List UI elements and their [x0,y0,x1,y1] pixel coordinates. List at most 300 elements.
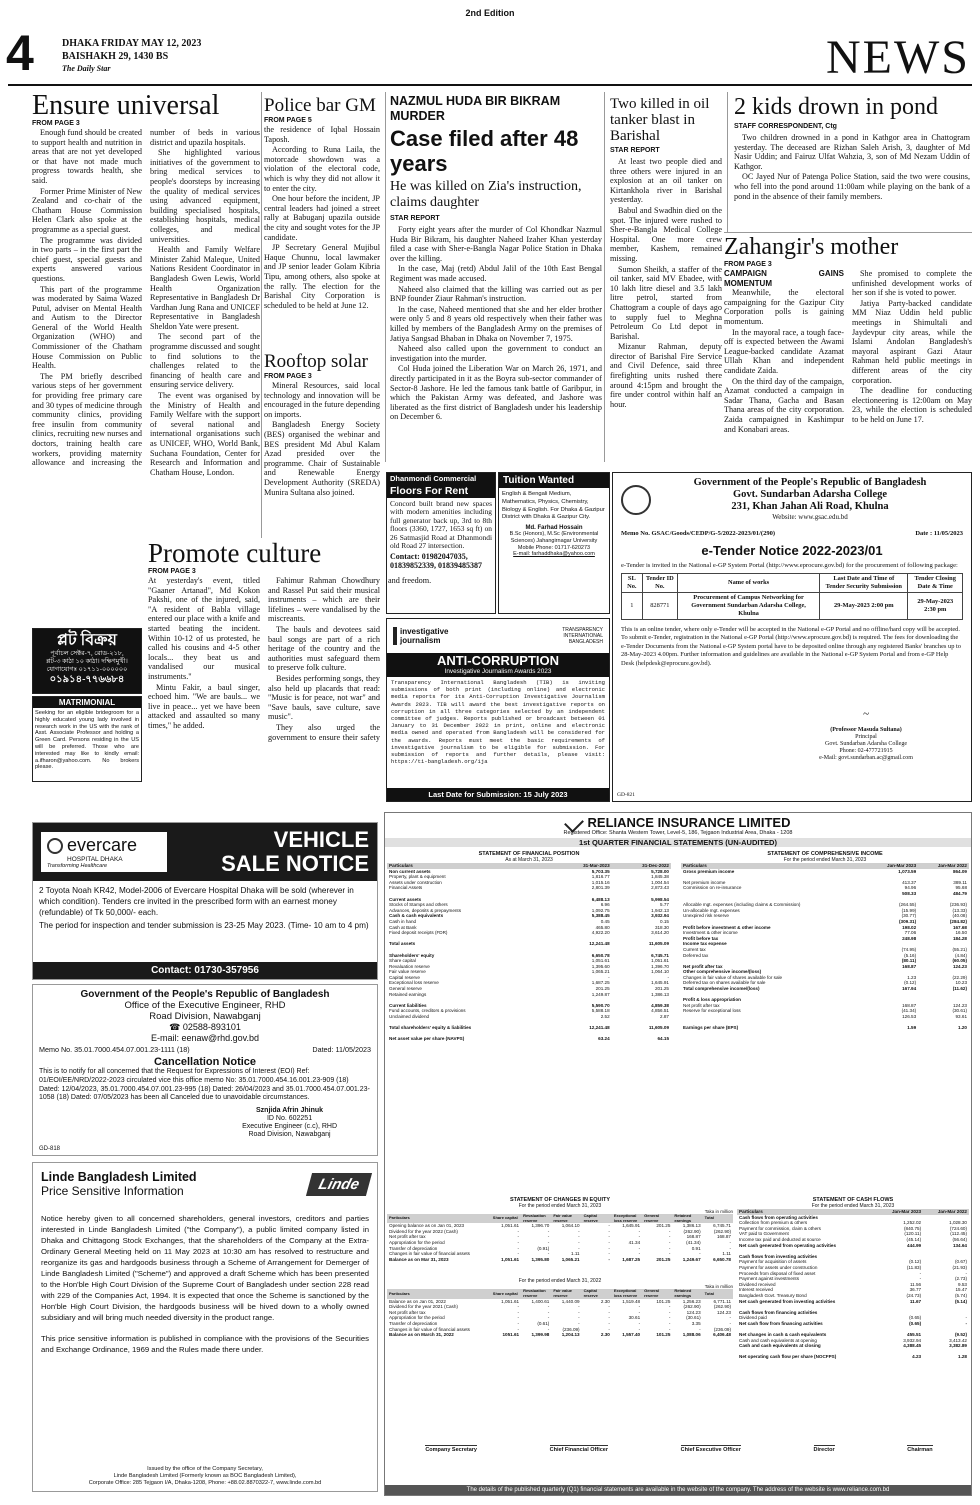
ti-deadline: Last Date for Submission: 15 July 2023 [387,788,609,801]
soce-cell: Changes in fair value of financial assets [389,1251,470,1257]
gsac-th: Name of works [678,574,820,593]
promote-para: Besides performing songs, they also held up placards that read: "Music is for peace, not war" and "Save bauls, save culture, save music". [268,673,380,722]
evercare-logo-icon [47,838,63,854]
tuition-text: English & Bengali Medium, Mathematics, Physics, Chemistry, Biology & English. For Dhaka & Gazipur District with Dhaka & Gazipur City. [502,491,605,521]
scf-row-cell: Net operating cash flow per share (NOCFPS) [739,1354,837,1360]
rhd-signer-line: Road Division, Nawabganj [248,1131,331,1138]
reliance-company: RELIANCE INSURANCE LIMITED [587,815,791,830]
soce-cell: - [638,1228,641,1234]
sci-row-cell: (80.11) [901,958,917,964]
soce-cell: - [517,1251,520,1257]
scf-row-cell: Net changes in cash & cash equivalents [739,1332,827,1338]
scf-row-cell: 3,932.94 [903,1337,922,1343]
floors-contact-label: Contact: [390,552,420,562]
soce-cell: - [517,1239,520,1245]
scf-row-cell: (0.65) [909,1320,922,1326]
soce-cell: - [517,1326,520,1332]
sfp-col: 31-Mar-2023 [553,863,612,869]
soce-cell: 201.25 [656,1223,671,1229]
soce-cell: - [578,1239,580,1245]
scf-row-cell: 444.99 [907,1242,922,1248]
soce-cell: - [729,1315,731,1321]
sci-row-cell: (13.33) [952,907,967,913]
sci-row-cell: (0.12) [904,980,917,986]
scf-row-cell: Payment for commission, claim & others [739,1225,821,1231]
soce-cell: 2.30 [600,1332,610,1338]
soce-cell: 6,745.71 [713,1223,731,1229]
floors-ad [386,472,496,614]
section-title: NEWS [826,31,970,84]
sci-row-cell: 248.98 [902,935,917,941]
linde-footer: Issued by the office of the Company Secretary, [147,1466,263,1472]
scf-row-cell: 455.51 [907,1332,922,1338]
ti-title: ANTI-CORRUPTION [436,653,560,668]
tanker-para: Babul and Swadhin died on the spot. The injured were rushed to Sher-e-Bangla Medical College Hospital. One more crew member, Kashem, remained missing. [610,205,722,263]
gsac-signer-line: Phone: 02-477721915 [839,748,893,754]
ti-ad [386,618,610,802]
sci-row-cell: (55.21) [952,946,967,952]
sfp-row-cell: 0.45 [600,918,610,924]
sfp-row-cell: 1,845.38 [651,874,669,880]
soce-cell: 41.34 [628,1239,641,1245]
sfp-row-cell: Unclaimed dividend [389,1014,430,1020]
scf-table: Particulars Jan-Mar 2023 Jan-Mar 2022 Cash flows from operating activities Collection from premium & others 1,252.02 1,028.30 Payment for commission, claim & others (840.75) (724.60) VAT paid to Government (120.11) (112.45) Income tax paid and deducted at source (45.14) (56.64) Net cash generated from operating activities 444.99 134.64 Cash flows from investing activities Payment for acquisition of assets (0.12) (0.67) Payment for assets under construction (11.83) (21.93) Proceeds from disposal of fixed asset - - Payment against investments - (2.73) Dividend received 11.56 9.53 Interest received 36.77 15.47 Bangladesh Govt. Treasury Bond (24.73) (5.74) Net cash generated from investing activities 11.67 (5.14) Cash flows from financing activities Dividend paid (0.65) - Net cash flow from financing activities (0.65) - Net changes in cash & cash equivalents 455.51 (9.52) Cash and cash equivalents at opening 3,932.94 3,413.42 Cash and cash equivalents at closing 4,388.45 3,382.89 Net operating cash flow per share (NOCFPS) 4.23 1.28 [739,1209,967,1360]
sci-row-cell: Other comprehensive income/(loss) [683,969,762,975]
scf-row-cell: (5.74) [954,1292,967,1298]
soce-cell: - [729,1320,731,1326]
tanker-story [610,96,722,465]
sci-row-cell: 484.79 [952,890,967,896]
sfp-row-cell: Advances, deposits & prepayments [389,907,462,913]
soce-cell: 2.30 [600,1298,610,1304]
gsac-notes: This is an online tender, where only e-Tender will be accepted in the National e-GP Portal and no offline/hard copy will be accepted. To submit e-Tender, registration in the National e-GP Portal (http://www.eprocure.gov.bd) is required. The fees for downloading the e-Tender Documents from the National e-GP System portal have to be deposited online through any registered Banks' branches up to 28-May-2023 4.00pm. Further information and guidelines are available in the National e-GP System Portal and from e-GP Help Desk (helpdesk@eprocure.gov.bd). [621,626,961,667]
soce-header: Particulars [387,1214,491,1223]
scf-row-cell: (112.45) [950,1231,967,1237]
scf-row-cell: Cash flows from investing activities [739,1253,818,1259]
soce-cell: 1,557.40 [622,1332,641,1338]
date-line: DHAKA FRIDAY MAY 12, 2023 [62,38,202,49]
soce-cell: - [668,1326,671,1332]
tanker-para: Mizanur Rahman, deputy director of Barishal Fire Service and Civil Defence, said three firefighting units rushed there around 4:15pm and brought the fire under control within half an hour. [610,342,722,409]
soce-header: Particulars [387,1289,491,1298]
soce-cell: 1,395.80 [531,1256,550,1262]
pond-para: OC Jayed Nur of Patenga Police Station, said the two were cousins, who fell into the pond around 11:00am while playing on the bank of a pond in the absence of their family members. [734,172,970,201]
soce-sub2: For the period ended March 31, 2022 [518,1278,602,1285]
nazmul-headline: Case filed after 48 years [390,126,579,176]
sfp-row-cell: 4,922.20 [591,930,610,936]
linde-body2: This price sensitive information is published in compliance with the provisions of the Securities and Exchange Ordinance, 1969 and the Rules made there under. [41,1334,369,1354]
sfp-row-cell: Shareholders' equity [389,952,435,958]
nazmul-kicker: NAZMUL HUDA BIR BIKRAM MURDER [390,94,561,123]
soce-cell: 1,687.25 [622,1256,641,1262]
sci-row-cell: 168.87 [902,963,917,969]
sfp-row-cell: - [667,974,669,980]
sfp-row-cell: Cash in hand [389,918,417,924]
sci-row-cell: Deferred tax [683,952,709,958]
soce-cell: Appropriation for the period [389,1315,445,1321]
promote-para: Mintu Fakir, a baul singer, echoed him. "We are bauls... we live in peace... yet we have been attacked and assaulted so many times," he added. [148,682,260,730]
scf-row-cell: Dividend paid [739,1315,767,1321]
soce-cell: - [517,1228,520,1234]
matrimonial-ad [32,696,142,782]
scf-row-cell: (0.65) [909,1315,922,1321]
sci-row-cell: Earnings per share (EPS) [683,1025,739,1031]
plot-line: প্লট-৩ কাঠা ১০ কাঠা। দক্ষিণমুখী। [46,658,128,665]
sci-row-cell: Commission on re-insurance [683,885,742,891]
rhd-gov: Government of the People's Republic of Bangladesh [80,989,330,1000]
sfp-row-cell: 63.24 [598,1036,610,1042]
nazmul-deck: He was killed on Zia's instruction, claims daughter [390,179,582,210]
scf-row-cell: Income tax paid and deducted at source [739,1236,821,1242]
nazmul-para: Naheed also claimed that the killing was carried out as per BNP founder Ziaur Rahman's instruction. [390,284,602,304]
evercare-title1: VEHICLE [273,827,369,852]
linde-ad [32,1162,378,1492]
pond-story [734,94,970,202]
sci-row-cell: Allocable mgt. expenses (including claims & Commission) [683,902,801,908]
promote-headline: Promote culture [148,538,322,568]
sfp-row-cell: 3,614.20 [651,930,669,936]
soce-cell: - [578,1304,580,1310]
soce-cell: Dividend for the year 2022 (Cash) [389,1228,458,1234]
sfp-row-cell: 318.30 [654,924,669,930]
edition-label: 2nd Edition [465,8,515,18]
sfp-row-cell: 1,395.60 [591,963,610,969]
rooftop-para: Mineral Resources, said local technology and innovation will be encouraged in the future depending on imports. [264,381,380,419]
sci-row-cell: (309.31) [899,918,917,924]
soce-cell: - [517,1315,520,1321]
soce-cell: - [517,1320,520,1326]
sci-row-cell: 93.61 [955,1014,967,1020]
sfp-row-cell: Exceptional loss reserve [389,980,439,986]
sfp-row-cell: 11,605.09 [648,941,669,947]
sci-row-cell: (264.55) [899,902,917,908]
scf-col: Jan-Mar 2023 [877,1209,923,1215]
scf-row-cell: (24.73) [906,1292,922,1298]
scf-row-cell: Cash flows from financing activities [739,1309,818,1315]
soce-header: Capital reserve [582,1214,612,1223]
scf-row-cell: (21.93) [952,1264,967,1270]
scf-row-cell: 11.67 [909,1298,922,1304]
soce-cell: - [608,1315,610,1321]
soce-cell: 1,386.13 [682,1223,701,1229]
sci-row-cell: 16.50 [955,930,967,936]
sfp-row-cell: 12,241.48 [589,1025,610,1031]
pond-headline: 2 kids drown in pond [734,94,938,120]
zahangir-para: On the third day of the campaign, Azamat conducted a campaign in Sadar Thana, Gacha and Basan Thana areas of the city corporation. Zaida campaigned in Kashimpur and Konabari areas. [724,376,844,434]
gsac-web: Website: www.gsac.edu.bd [772,513,848,521]
scf-row-cell: Proceeds from disposal of fixed asset [739,1270,816,1276]
plot-title: প্লট বিক্রয় [57,632,117,649]
sci-row-cell: 77.06 [904,930,917,936]
soce-header: Capital reserve [582,1289,612,1298]
soce-cell: 1,519.48 [622,1298,641,1304]
gsac-memo: Memo No. GSAC/Goods/CEDP/G-5/2022-2023/01/(290) [621,530,776,537]
sci-row-cell: 413.37 [902,879,917,885]
soce-header: Share capital [491,1214,521,1223]
scf-row-cell: 1,252.02 [903,1220,922,1226]
tanker-byline: STAR REPORT [610,147,660,154]
scf-row-cell: - [919,1270,922,1276]
soce-header: Revaluation reserve [521,1214,551,1223]
sci-row-cell: (11.62) [952,986,967,992]
sci-row-cell: (5.16) [904,952,917,958]
gov-emblem-icon [621,485,651,515]
soce-cell: (41.34) [686,1239,701,1245]
scf-row-cell: Net cash flow from financing activities [739,1320,823,1326]
sci-row-cell: 198.02 [902,924,917,930]
soce-cell: - [608,1245,610,1251]
soce-cell: Balance as on Mar 31, 2023 [389,1256,449,1262]
soce-cell: (236.09) [713,1326,731,1332]
soce-cell: - [668,1228,671,1234]
scf-row-cell: (11.83) [906,1264,922,1270]
sfp-row-cell: Non current assets [389,868,431,874]
sfp-row-cell: 5,728.00 [651,868,669,874]
scf-row-cell: Payment for assets under construction [739,1264,818,1270]
soce-cell: 1,088.06 [682,1332,701,1338]
promote-para: At yesterday's event, titled "Gaaner Artanad", Md Kokon Pakshi, one of the injured, said, "A resident of Babla village entered our place with a knife and started beating the incident. Within 10-12 of us protested, he called his cousins and 4-5 other locals... they beat us and vandalised our musical instruments." [148,576,260,681]
soce-cell: - [729,1245,731,1251]
soce-cell: - [608,1228,610,1234]
scf-row-cell: (9.52) [954,1332,967,1338]
scf-row-cell: (724.60) [949,1225,967,1231]
evercare-ad [32,822,378,980]
scf-row-cell: Payment for acquisition of assets [739,1259,807,1265]
soce-cell: 6,406.48 [713,1332,731,1338]
sfp-row-cell: 201.25 [654,986,669,992]
scf-row-cell: 134.64 [952,1242,967,1248]
soce-cell: - [578,1234,580,1240]
soce-cell: 168.87 [716,1234,731,1240]
sci-row-cell: (60.05) [952,958,967,964]
soce-cell: - [638,1309,641,1315]
soce-cell: (236.09) [562,1326,580,1332]
sfp-row-cell: Current liabilities [389,1002,427,1008]
sfp-row-cell: 11,605.09 [648,1025,669,1031]
scf-row-cell: Dividend received [739,1281,776,1287]
gsac-signer-line: Principal [855,734,877,740]
sfp-row-cell: 1,092.75 [591,907,610,913]
gsac-td: 29-May-2023 2:30 pm [908,593,963,620]
sfp-row-cell: 5,588.18 [591,1008,610,1014]
promote-para: The bauls and devotees said baul songs are part of a rich heritage of the country and the authorities must safeguard them to preserve folk culture. [268,624,380,673]
sfp-row-cell: 64.15 [657,1036,669,1042]
scf-row-cell: Bangladesh Govt. Treasury Bond [739,1292,807,1298]
linde-footer: Corporate Office: 285 Tejgaon I/A, Dhaka-1208, Phone: +88.02.8870322-7, www.linde.com.bd [88,1480,322,1486]
soce-cell: (262.90) [683,1304,701,1310]
scf-row-cell: (45.14) [906,1236,922,1242]
sfp-row-cell: 0.15 [660,918,669,924]
sfp-row-cell: Property, plant & equipment [389,874,446,880]
soce-cell: - [547,1239,550,1245]
signature-icon: ~ [863,708,869,720]
ensure-para: She highlighted various initiatives of the government to bring medical services to people's doorsteps by increasing the quality of medical services using advanced equipment, building specialised hospitals, establishing hospitals, medical colleges, and medical universities. [150,148,260,244]
sci-row-cell: (236.93) [949,902,967,908]
tuition-title: Tuition Wanted [499,473,609,488]
soce-cell: Opening balance as on Jan 01, 2023 [389,1223,465,1229]
soce-cell: - [699,1251,701,1257]
soce-cell: - [608,1320,610,1326]
soce-sub1: For the period ended March 31, 2023 [518,1203,602,1209]
sci-row-cell: Net profit after tax [683,1002,720,1008]
sfp-row-cell: 1,396.70 [651,963,669,969]
soce-cell: 1,400.61 [531,1298,550,1304]
gsac-th: SL No. [622,574,643,593]
sci-row-cell: 124.23 [952,1002,967,1008]
scf-row-cell: 3,413.42 [949,1337,967,1343]
soce-cell: 30.61 [628,1315,641,1321]
soce-cell: 1,249.67 [682,1256,701,1262]
sci-row-cell: 168.87 [902,1002,917,1008]
soce-cell: 1,051.61 [501,1256,520,1262]
tuition-mobile: Mobile Phone: 01717-620273 [517,545,591,552]
scf-row-cell: (0.12) [909,1259,922,1265]
soce-cell: - [729,1239,731,1245]
sfp-row-cell: 6,745.71 [651,952,669,958]
ensure-para: The second part of the programme discussed and sought to find solutions to the challenges related to the financing of health care and ensuring service delivery. [150,332,260,390]
sci-row-cell: Net premium income [683,879,726,885]
zahangir-para: In the mayoral race, a tough face-off is expected between the Awami League-backed candidate Azamat Ullah Khan and independent candidate Zaida. [724,327,844,375]
sci-row-cell: Current tax [683,946,706,952]
soce-header: Total [703,1214,733,1223]
gsac-td: 828771 [642,593,677,620]
sci-col: Jan-Mar 2023 [867,863,918,869]
evercare-body: 2 Toyota Noah KR42, Model-2006 of Evercare Hospital Dhaka will be sold (wherever in which condition). Tenders cre invited in the prescribed form with an earnest money (refundable) of Tk 50,000/- each. [39,886,354,917]
floors-text: Concord built brand new spaces with modern amenities including full generator back up, 3rd to 8th floors (3360, 1727, 1653 sq ft) on 26 Satmasjid Road at Dhanmondi old Road 27 intersection. [390,499,492,551]
sci-row-cell: Profit before investment & other income [683,924,771,930]
soce-cell: 1,064.10 [561,1223,580,1229]
sfp-row-cell: 3,932.94 [651,913,669,919]
gsac-gd: GD-821 [617,792,636,798]
soce-cell: (262.90) [713,1304,731,1310]
soce-unit: Taka in million [704,1284,733,1290]
soce-cell: 6,650.78 [713,1256,731,1262]
scf-row-cell: VAT paid to Government [739,1231,789,1237]
sfp-row-cell: Fixed deposit receipts (FDR) [389,930,448,936]
rhd-ad [32,984,378,1156]
soce-header: General reserve [642,1214,672,1223]
soce-cell: 1,645.91 [622,1223,641,1229]
sci-col: Jan-Mar 2022 [918,863,969,869]
sci-row-cell: Changes in fair value of shares available for sale [683,974,783,980]
gsac-tender-ad [612,472,972,802]
evercare-tagline: Transforming Healthcare [47,863,108,869]
soce-cell: - [638,1251,641,1257]
soce-header: Revaluation reserve [521,1289,551,1298]
scf-row-cell: (5.14) [954,1298,967,1304]
tuition-email: E-mail: farhaddhaka@yahoo.com [513,551,595,558]
sfp-row-cell: 1,645.91 [651,980,669,986]
gsac-td: 29-May-2023 2:00 pm [820,593,908,620]
sfp-row-cell: Current assets [389,896,422,902]
ensure-para: Former Prime Minister of New Zealand and co-chair of the Chatham House Commission Helen Clark also spoke at the programme as a special guest. [32,186,142,234]
sfp-row-cell: Financial Assets [389,885,423,891]
soce-cell: 1,051.61 [501,1223,520,1229]
gsac-signer-line: e-Mail: govt.sundarban.ac@gmail.com [819,755,913,761]
sci-row-cell: Gross premium income [683,868,735,874]
ti-text: Transparency International Bangladesh (TIB) is inviting submissions of both print (including online) and electronic media reports for its Anti-Corruption Investigative Journalism Awards 2023. TIB will award the best investigative reports on corruption in all three categories selected by an independent committee of judges. Reports published or broadcast between 01 January to 31 December 2022 in print, online and electronic media owned and operated from Bangladesh will be considered for the awards. Reports must meet the basic requirements of investigative journalism to be eligible for submission. For submission of reports and further details, please visit: https://ti-bangladesh.org/ija [391,679,605,766]
scf-row [737,1354,969,1360]
sci-sub: For the period ended March 31, 2023 [783,857,867,863]
scf-row-cell: Collection from premium & others [739,1220,808,1226]
phone-icon: ☎ [169,1022,181,1032]
soce-cell: 6,771.11 [713,1298,731,1304]
plot-line: যোগাযোগঃ ০১৭১১-০০০০০০ [46,666,128,673]
soce-cell: - [608,1251,610,1257]
sfp-row-cell: Assets under construction [389,879,442,885]
sfp-row-cell: Total shareholders' equity & liabilities [389,1025,472,1031]
sfp-row-cell: 2,873.43 [651,885,669,891]
zahangir-headline: Zahangir's mother [724,234,899,260]
linde-body: Notice hereby given to all concerned shareholders, general investors, creditors and parties interested in Linde Bangladesh Limited ("the Company"), a public limited company listed in Dhaka and Chittagong Stock Exchanges, that the shareholders of the Company at the Extra-Ordinary General Meeting held on 11 May 2023 at 10:30 am has resolved to restructure and reorganize its gas and hardgoods business through a Scheme of Arrangement for Demerger of Linde Bangladesh Limited ("Scheme") and approved a draft Scheme which has been presented to the Hon'ble High Court Division of the Supreme Court of Bangladesh under section 228 read with 229 of the Companies Act, 1994. It is expected that once the Scheme is sanctioned by the Hon'ble High Court Division, the hardgoods business will be hived down to a wholly owned subsidiary and will bring much needed diversity in the product range. [41,1214,369,1322]
soce-cell: - [547,1315,550,1321]
sfp-row-cell: 1,004.54 [651,879,669,885]
soce-cell: - [668,1251,671,1257]
tanker-para: At least two people died and three others were injured in an explosion at an oil tanker on Kirtankhola river in Barishal yesterday. [610,157,722,205]
gsac-th: Tender ID No. [642,574,677,593]
police-story [264,96,380,365]
scf-row-cell: Interest received [739,1287,773,1293]
sci-row-cell: 126.53 [902,1014,917,1020]
ti-logo-tib: TRANSPARENCY INTERNATIONAL BANGLADESH [562,627,603,645]
sci-row-cell: 1.20 [958,1025,967,1031]
rhd-signer-line: Executive Engineer (c.c), RHD [242,1123,337,1130]
sfp-row-cell: 6,650.78 [591,952,610,958]
soce-unit: Taka in million [704,1209,733,1214]
scf-row-cell: Net cash generated from operating activities [739,1242,837,1248]
sfp-row-cell: 1,015.16 [591,879,610,885]
soce-header: Exceptional loss reserve [612,1289,642,1298]
scf-row-cell: (840.75) [903,1225,922,1231]
gsac-signer: (Professor Masuda Sultana) [830,727,902,733]
sfp-row-cell: Cash & cash equivalents [389,913,444,919]
sfp-row-cell: Capital reserve [389,974,420,980]
soce-header: Exceptional loss reserve [612,1214,642,1223]
sfp-row-cell: Fund accounts, creditors & provisions [389,1008,466,1014]
gsac-table [621,573,963,620]
soce-cell: - [547,1304,550,1310]
rhd-signer: Sznjida Afrin Jhinuk [256,1107,324,1114]
signatory: Chairman [907,1447,933,1453]
sci-row-cell: 1,073.59 [898,868,917,874]
rooftop-para: Bangladesh Energy Society (BES) organised the webinar and BES president Md Abul Kalam Azad presided over the programme. Chair of Sustainable and Renewable Energy Development Authority (SREDA) Munira Sultana also joined. [264,420,380,497]
sci-row-cell: Profit before tax [683,935,719,941]
sfp-row-cell: Total assets [389,941,416,947]
sci-row-cell: (22.29) [952,974,967,980]
police-para: According to Runa Laila, the motorcade showdown was a violation of the electoral code, which is why they did not allow it to enter the city. [264,145,380,193]
nazmul-para: In the case, Naheed mentioned that she and her elder brother were only 5 and 8 years old respectively when their father was killed by members of the Bangladesh Army on the premises of Jatiya Sangsad Bhaban in Dhaka on November 7, 1975. [390,304,602,343]
soce-cell: - [638,1326,641,1332]
scf-row-cell: 15.47 [955,1287,967,1293]
linde-footer: Linde Bangladesh Limited (Formerly known as BOC Bangladesh Limited), [113,1473,297,1479]
scf-col: Jan-Mar 2022 [923,1209,969,1215]
sci-row-cell: (15.99) [901,907,917,913]
scf-row-cell: Cash flows from operating activities [739,1214,818,1220]
sci-row-cell: (74.95) [901,946,917,952]
police-headline: Police bar GM [264,95,376,116]
soce-cell: - [578,1228,580,1234]
soce-header: Share capital [491,1289,521,1298]
ti-logo-journalism: investigative journalism [393,627,463,645]
sfp-row-cell: 4,856.51 [651,1008,669,1014]
signatory: Chief Financial Officer [549,1447,608,1453]
soce-cell: - [547,1251,550,1257]
page-number: 4 [6,25,34,81]
soce-cell: Balance as on Jan 01, 2022 [389,1298,446,1304]
sci-row-cell: (30.61) [952,1008,967,1014]
soce-cell: - [668,1304,671,1310]
zahangir-from: FROM PAGE 3 [724,261,772,268]
